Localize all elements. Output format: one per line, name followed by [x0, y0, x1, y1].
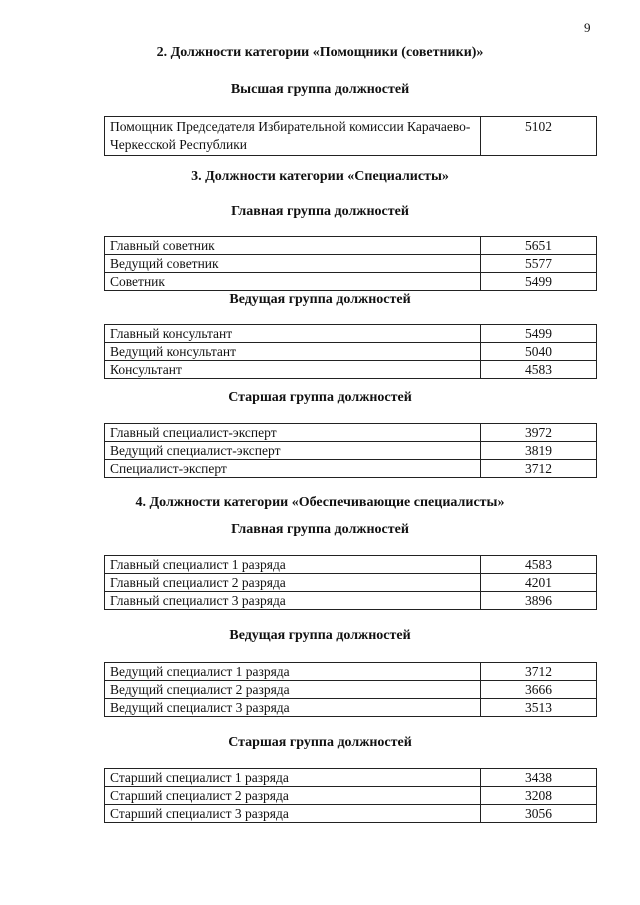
salary-table: [104, 324, 597, 379]
position-cell: Главный специалист-эксперт: [105, 424, 481, 442]
position-cell: Ведущий специалист 1 разряда: [105, 663, 481, 681]
table-row: [105, 787, 597, 805]
group-title: Высшая группа должностей: [230, 82, 410, 97]
position-cell: Ведущий специалист 3 разряда: [105, 699, 481, 717]
table-row: [105, 805, 597, 823]
value-cell: 3712: [481, 663, 597, 681]
position-cell: Ведущий специалист-эксперт: [105, 442, 481, 460]
position-cell: Ведущий советник: [105, 255, 481, 273]
salary-table: [104, 236, 597, 291]
salary-table: [104, 662, 597, 717]
table-row: [105, 442, 597, 460]
position-cell: Ведущий консультант: [105, 343, 481, 361]
group-title: Главная группа должностей: [231, 522, 409, 537]
value-cell: 3972: [481, 424, 597, 442]
position-cell: Помощник Председателя Избирательной комиссии Карачаево-Черкесской Республики: [105, 117, 481, 156]
table-row: [105, 592, 597, 610]
group-title: Ведущая группа должностей: [229, 292, 411, 307]
salary-table: [104, 555, 597, 610]
position-cell: Главный специалист 2 разряда: [105, 574, 481, 592]
table-row: [105, 699, 597, 717]
table-row: [105, 769, 597, 787]
table-row: [105, 343, 597, 361]
value-cell: 3513: [481, 699, 597, 717]
value-cell: 3712: [481, 460, 597, 478]
position-cell: Главный специалист 1 разряда: [105, 556, 481, 574]
table-row: [105, 460, 597, 478]
value-cell: 5577: [481, 255, 597, 273]
table-row: [105, 117, 597, 156]
section-title: 3. Должности категории «Специалисты»: [191, 169, 449, 184]
value-cell: 5102: [481, 117, 597, 156]
value-cell: 5651: [481, 237, 597, 255]
salary-table: [104, 116, 597, 156]
position-cell: Советник: [105, 273, 481, 291]
value-cell: 3438: [481, 769, 597, 787]
table-row: [105, 273, 597, 291]
group-title: Ведущая группа должностей: [229, 628, 411, 643]
group-title: Старшая группа должностей: [228, 390, 412, 405]
section-title: 2. Должности категории «Помощники (советники)»: [156, 45, 484, 60]
value-cell: 3819: [481, 442, 597, 460]
position-cell: Старший специалист 2 разряда: [105, 787, 481, 805]
position-cell: Старший специалист 3 разряда: [105, 805, 481, 823]
table-row: [105, 681, 597, 699]
value-cell: 3896: [481, 592, 597, 610]
salary-table: [104, 423, 597, 478]
position-cell: Главный консультант: [105, 325, 481, 343]
value-cell: 4201: [481, 574, 597, 592]
table-row: [105, 255, 597, 273]
table-row: [105, 237, 597, 255]
position-cell: Старший специалист 1 разряда: [105, 769, 481, 787]
position-cell: Консультант: [105, 361, 481, 379]
table-row: [105, 424, 597, 442]
table-row: [105, 325, 597, 343]
position-cell: Главный специалист 3 разряда: [105, 592, 481, 610]
page-number: 9: [584, 20, 591, 35]
group-title: Главная группа должностей: [231, 204, 409, 219]
value-cell: 3666: [481, 681, 597, 699]
value-cell: 5040: [481, 343, 597, 361]
position-cell: Ведущий специалист 2 разряда: [105, 681, 481, 699]
position-cell: Главный советник: [105, 237, 481, 255]
value-cell: 5499: [481, 325, 597, 343]
value-cell: 3056: [481, 805, 597, 823]
value-cell: 5499: [481, 273, 597, 291]
table-row: [105, 556, 597, 574]
value-cell: 4583: [481, 361, 597, 379]
section-title: 4. Должности категории «Обеспечивающие специалисты»: [135, 495, 505, 510]
group-title: Старшая группа должностей: [228, 735, 412, 750]
table-row: [105, 574, 597, 592]
value-cell: 3208: [481, 787, 597, 805]
salary-table: [104, 768, 597, 823]
table-row: [105, 361, 597, 379]
position-cell: Специалист-эксперт: [105, 460, 481, 478]
value-cell: 4583: [481, 556, 597, 574]
table-row: [105, 663, 597, 681]
